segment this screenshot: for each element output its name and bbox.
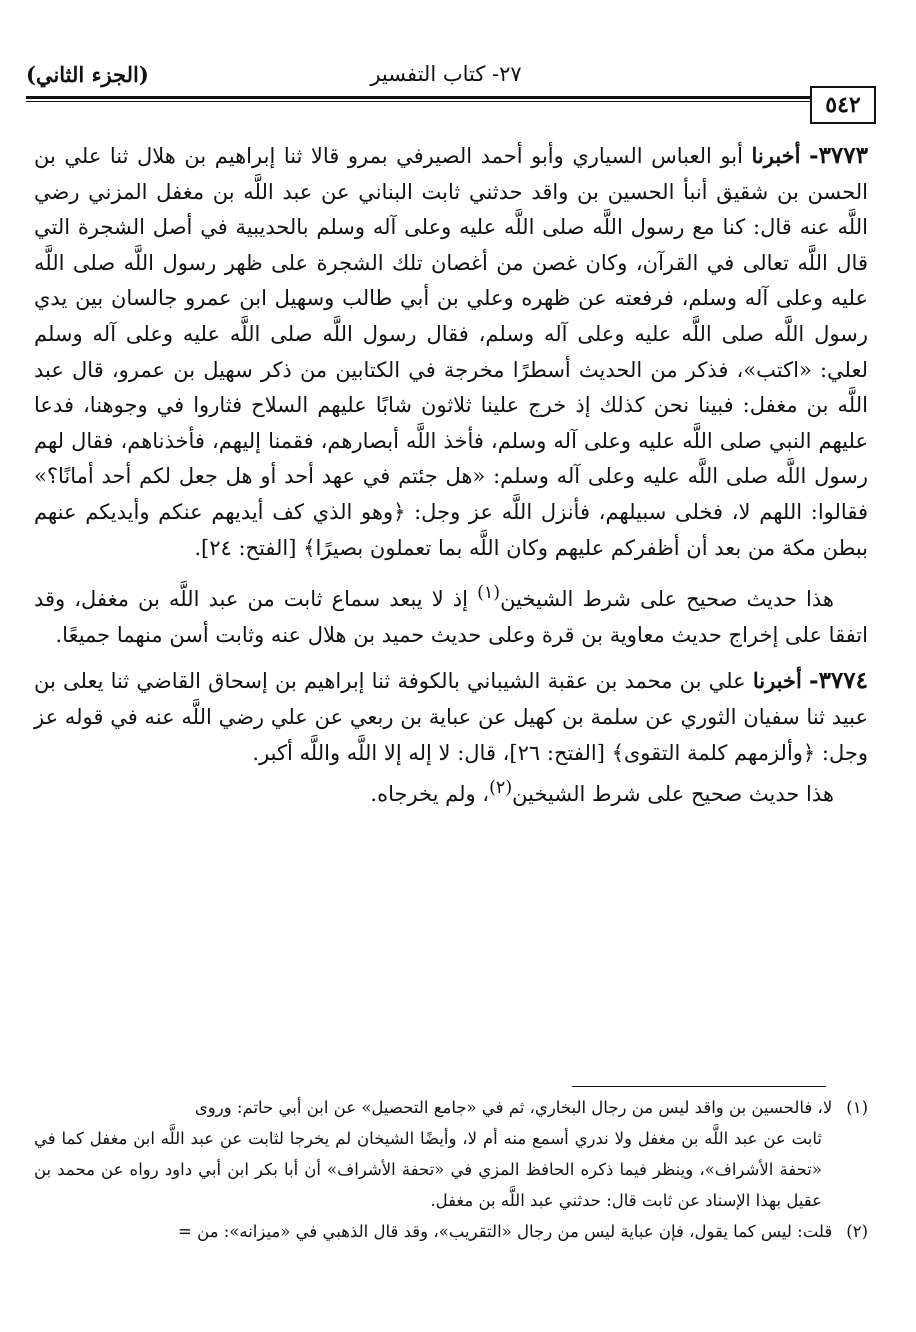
- grading-3773: [34, 576, 868, 653]
- grading-text: هذا حديث صحيح على شرط الشيخين: [500, 587, 834, 612]
- footnote-text: لا، فالحسين بن واقد ليس من رجال البخاري، ثم في «جامع التحصيل» عن ابن أبي حاتم: وروى: [194, 1098, 833, 1117]
- footnote-text: قلت: ليس كما يقول، فإن عباية ليس من رجال «التقريب»، وقد قال الذهبي في «ميزانه»: من =: [178, 1222, 833, 1241]
- footnote-marker: (٢): [846, 1222, 868, 1241]
- footnote-marker: (١): [846, 1098, 868, 1117]
- footnote-ref[interactable]: (١): [477, 583, 501, 604]
- page-number: ٥٤٢: [810, 86, 876, 124]
- hadith-text: أبو العباس السياري وأبو أحمد الصيرفي بمرو قالا ثنا إبراهيم بن هلال ثنا علي بن الحسن بن شقيق أنبأ الحسين بن واقد حدثني ثابت البناني عن عبد اللَّه بن مغفل المزني رضي اللَّه عنه قال: كنا مع رسول اللَّه صلى اللَّه عليه وعلى آله وسلم بالحديبية في أصل الشجرة التي قال اللَّه تعالى في القرآن، وكان غصن من أغصان تلك الشجرة على ظهر رسول اللَّه صلى اللَّه عليه وعلى آله وسلم، فرفعته عن ظهره وعلي بن أبي طالب وسهيل ابن عمرو جالسان بين يدي رسول اللَّه صلى اللَّه عليه وعلى آله وسلم، فقال رسول اللَّه صلى اللَّه عليه وعلى آله وسلم لعلي: «اكتب»، فذكر من الحديث أسطرًا مخرجة في الكتابين من ذكر سهيل بن عمرو، قال عبد اللَّه بن مغفل: فبينا نحن كذلك إذ خرج علينا ثلاثون شابًا عليهم السلاح فثاروا في وجوهنا، فدعا عليهم النبي صلى اللَّه عليه وعلى آله وسلم، فأخذ اللَّه أبصارهم، فقمنا إليهم، فأخذناهم، فقال لهم رسول اللَّه صلى اللَّه عليه وعلى آله وسلم: «هل جئتم في عهد أحد أو هل جعل لكم أحد أمانًا؟» فقالوا: اللهم لا، فخلى سبيلهم، فأنزل اللَّه عز وجل: ﴿وهو الذي كف أيديهم عنكم وأيديكم عنهم ببطن مكة من بعد أن أظفركم عليهم وكان اللَّه بما تعملون بصيرًا﴾ [الفتح: ٢٤].: [34, 144, 868, 560]
- grading-text: ، ولم يخرجاه.: [370, 782, 490, 807]
- grading-text: هذا حديث صحيح على شرط الشيخين: [512, 782, 834, 807]
- book-title: ٢٧- كتاب التفسير: [370, 62, 522, 86]
- footnote-1-continued: ثابت عن عبد اللَّه بن مغفل ولا ندري أسمع منه أم لا، وأيضًا الشيخان لم يخرجا لثابت عن عبد اللَّه ابن مغفل كما في «تحفة الأشراف»، وينظر فيما ذكره الحافظ المزي في «تحفة الأشراف» أن أبا بكر ابن أبي داود رواه عن محمد بن عقيل بهذا الإسناد عن ثابت قال: حدثني عبد اللَّه بن مغفل.: [34, 1129, 822, 1210]
- hadith-number: ٣٧٧٣-: [809, 142, 868, 169]
- hadith-text: علي بن محمد بن عقبة الشيباني بالكوفة ثنا إبراهيم بن إسحاق القاضي ثنا يعلى بن عبيد ثنا سفيان الثوري عن سلمة بن كهيل عن عباية بن ربعي عن علي رضي اللَّه عنه في قوله عز وجل: ﴿وألزمهم كلمة التقوى﴾ [الفتح: ٢٦]، قال: لا إله إلا اللَّه واللَّه أكبر.: [34, 669, 868, 765]
- running-header: [26, 62, 876, 96]
- hadith-3773: [34, 138, 868, 566]
- hadith-lead: أخبرنا: [752, 668, 802, 694]
- footnote-separator: [572, 1086, 826, 1087]
- main-text: [34, 138, 868, 813]
- footnote-ref[interactable]: (٢): [489, 778, 513, 799]
- hadith-lead: أخبرنا: [751, 143, 801, 168]
- hadith-3774: [34, 663, 868, 771]
- footnotes: [34, 1092, 868, 1247]
- header-rule: [26, 96, 876, 102]
- grading-3774: [34, 771, 868, 813]
- grading-text: إذ لا يبعد سماع ثابت من عبد اللَّه بن مغفل، وقد اتفقا على إخراج حديث معاوية بن قرة وعلى حديث حميد بن هلال عنه وثابت أسن منهما جميعًا.: [34, 587, 868, 647]
- volume-label: (الجزء الثاني): [26, 62, 149, 87]
- footnote-1: [34, 1092, 868, 1123]
- footnote-2: [34, 1216, 868, 1247]
- hadith-number: ٣٧٧٤-: [809, 667, 868, 695]
